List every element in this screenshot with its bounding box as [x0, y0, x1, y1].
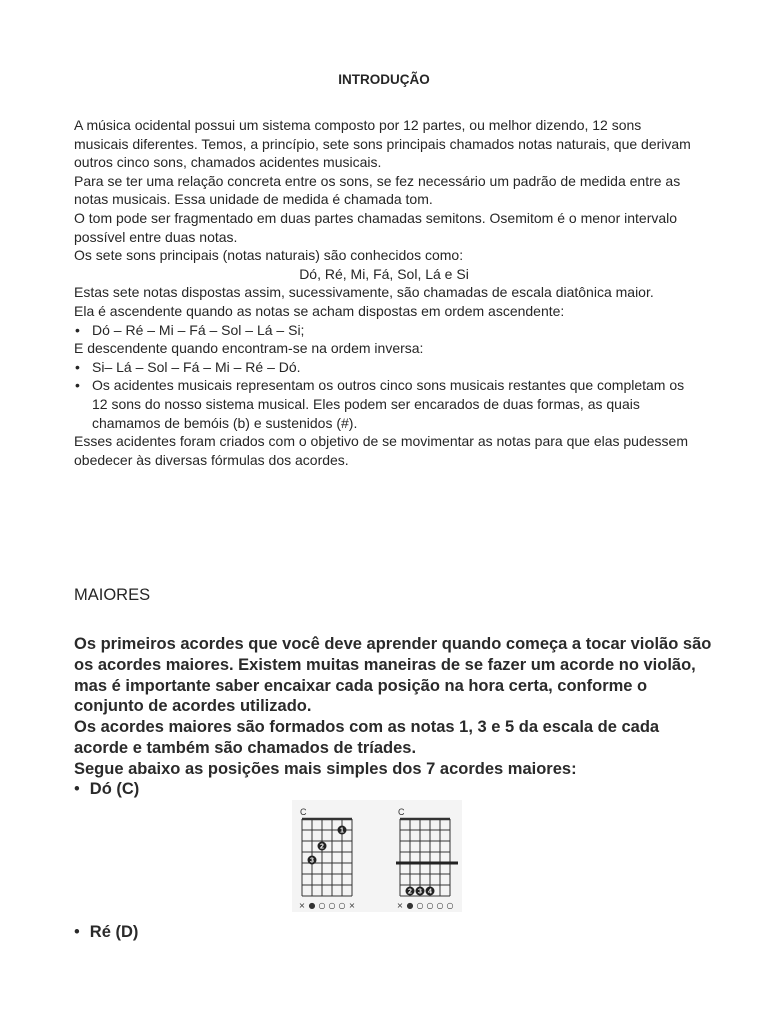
- intro-paragraph-6: Ela é ascendente quando as notas se acham dispostas em ordem ascendente:: [74, 302, 565, 319]
- intro-paragraph-8: Esses acidentes foram criados com o objetivo de se movimentar as notas para que elas pudessem obedecer às diversas fórmulas dos acordes.: [74, 433, 688, 468]
- intro-paragraph-1: A música ocidental possui um sistema composto por 12 partes, ou melhor dizendo, 12 sons musicais diferentes. Temos, a princípio, sete sons principais chamados notas naturais, que derivam outros cinco sons, chamados acidentes musicais.: [74, 117, 691, 171]
- list-item: [74, 376, 694, 432]
- notes-line: Dó, Ré, Mi, Fá, Sol, Lá e Si: [299, 265, 469, 282]
- maiores-paragraph-1: Os primeiros acordes que você deve aprender quando começa a tocar violão são os acordes maiores. Existem muitas maneiras de se fazer um acorde no violão, mas é importante saber encaixar cada posição na hora certa, conforme o conjunto de acordes utilizado.: [74, 635, 712, 716]
- bullet-marker: •: [75, 358, 80, 375]
- finger-number: 3: [310, 857, 314, 865]
- intro-section: [74, 116, 694, 469]
- finger-number: 2: [408, 888, 412, 896]
- chord-item-d: [74, 923, 138, 942]
- string-marker: ●: [406, 901, 414, 910]
- list-item: [74, 321, 694, 340]
- maiores-paragraph-2: Os acordes maiores são formados com as notas 1, 3 e 5 da escala de cada acorde e também são chamados de tríades.: [74, 718, 660, 757]
- string-marker: ×: [298, 901, 306, 910]
- chord-name: Ré (D): [89, 923, 139, 941]
- intro-paragraph-2: Para se ter uma relação concreta entre os sons, se fez necessário um padrão de medida entre as notas musicais. Essa unidade de medida é chamada tom.: [74, 172, 681, 208]
- finger-dots: [308, 826, 347, 865]
- string-marker: ●: [308, 901, 316, 910]
- string-marker: ×: [348, 901, 356, 910]
- string-markers: [299, 901, 356, 910]
- string-marker: ○: [338, 901, 346, 910]
- finger-dots: [406, 887, 435, 896]
- maiores-section: [74, 634, 714, 780]
- string-marker: ○: [416, 901, 424, 910]
- chord-label: C: [300, 807, 307, 817]
- list-item-text: Dó – Ré – Mi – Fá – Sol – Lá – Si;: [92, 321, 305, 338]
- string-markers: [397, 901, 454, 910]
- maiores-paragraph-3: Segue abaixo as posições mais simples dos 7 acordes maiores:: [74, 759, 577, 778]
- intro-paragraph-4: Os sete sons principais (notas naturais) são conhecidos como:: [74, 247, 464, 264]
- finger-number: 1: [340, 827, 344, 835]
- string-marker: ○: [446, 901, 454, 910]
- fretboard: [400, 819, 450, 896]
- bullet-marker: •: [74, 923, 80, 941]
- list-item: [74, 358, 694, 377]
- string-marker: ○: [426, 901, 434, 910]
- finger-number: 2: [320, 843, 324, 851]
- string-marker: ×: [396, 901, 404, 910]
- finger-number: 3: [418, 888, 422, 896]
- page-title: INTRODUÇÃO: [338, 72, 430, 87]
- finger-number: 4: [428, 888, 432, 896]
- chord-item-c: [74, 780, 139, 799]
- chord-diagrams-c: [292, 800, 462, 912]
- bullet-marker: •: [75, 321, 80, 338]
- list-item-text: Si– Lá – Sol – Fá – Mi – Ré – Dó.: [92, 358, 301, 375]
- list-item-text: Os acidentes musicais representam os outros cinco sons musicais restantes que completam os 12 sons do nosso sistema musical. Eles podem ser encarados de duas formas, as quais chamamos de bemóis (b) e sustenidos (#).: [92, 377, 685, 431]
- intro-paragraph-3: O tom pode ser fragmentado em duas partes chamadas semitons. Osemitom é o menor intervalo possível entre duas notas.: [74, 209, 678, 245]
- intro-paragraph-7: E descendente quando encontram-se na ordem inversa:: [74, 340, 424, 357]
- intro-paragraph-5: Estas sete notas dispostas assim, sucessivamente, são chamadas de escala diatônica maior.: [74, 284, 654, 301]
- string-marker: ○: [436, 901, 444, 910]
- string-marker: ○: [318, 901, 326, 910]
- bullet-marker: •: [74, 780, 80, 798]
- string-marker: ○: [328, 901, 336, 910]
- chord-name: Dó (C): [89, 780, 140, 798]
- bullet-marker: •: [75, 377, 80, 394]
- chord-diagram-c-barre: [392, 800, 462, 912]
- section-heading-maiores: MAIORES: [74, 586, 151, 604]
- chord-label: C: [398, 807, 405, 817]
- chord-diagram-c-open: [292, 800, 372, 912]
